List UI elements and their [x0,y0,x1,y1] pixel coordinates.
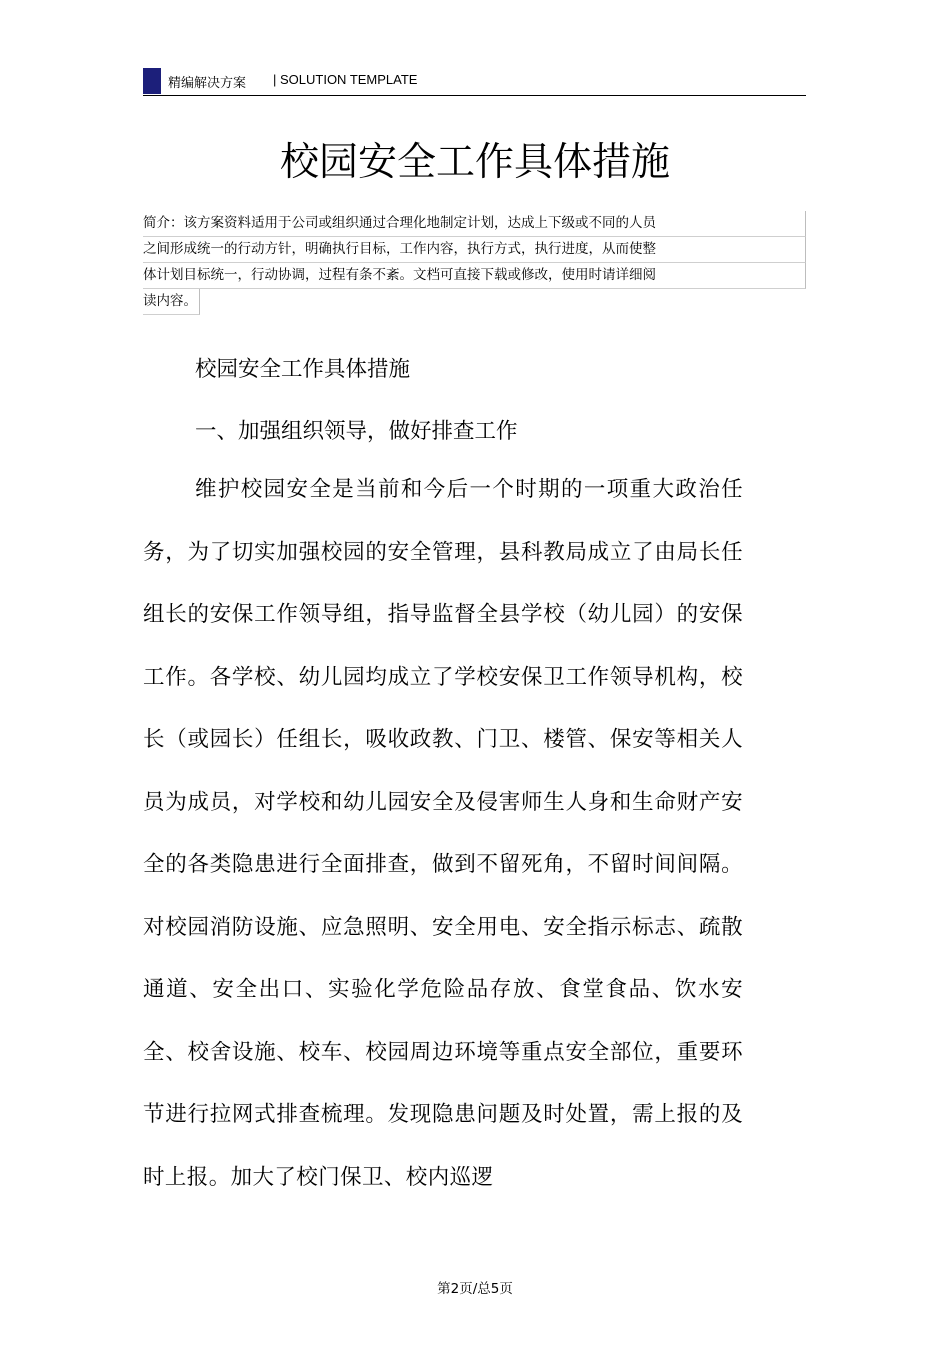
header-brand-cn: 精编解决方案 [168,76,247,91]
document-subtitle: 校园安全工作具体措施 [195,357,411,382]
page-number: 第2页/总5页 [437,1281,513,1297]
summary-line: 体计划目标统一，行动协调，过程有条不紊。文档可直接下载或修改，使用时请详细阅 [143,263,806,289]
summary-line: 之间形成统一的行动方针，明确执行目标，工作内容，执行方式，执行进度，从而使整 [143,237,806,263]
logo-icon [143,68,161,94]
document-title: 校园安全工作具体措施 [279,140,670,185]
body-paragraph: 维护校园安全是当前和今后一个时期的一项重大政治任务，为了切实加强校园的安全管理，县科教局成立了由局长任组长的安保工作领导组，指导监督全县学校（幼儿园）的安保工作。各学校、幼儿园均成立了学校安保卫工作领导机构，校长（或园长）任组长，吸收政教、门卫、楼管、保安等相关人员为成员，对学校和幼儿园安全及侵害师生人身和生命财产安全的各类隐患进行全面排查，做到不留死角，不留时间间隔。对校园消防设施、应急照明、安全用电、安全指示标志、疏散通道、安全出口、实验化学危险品存放、食堂食品、饮水安全、校舍设施、校车、校园周边环境等重点安全部位，重要环节进行拉网式排查梳理。发现隐患问题及时处置，需上报的及时上报。加大了校门保卫、校内巡逻 [143,477,743,1190]
page-header [143,66,806,96]
summary-line: 读内容。 [143,289,200,315]
section-heading: 一、加强组织领导，做好排查工作 [195,419,518,444]
header-brand-en: | SOLUTION TEMPLATE [273,72,418,87]
summary-box [143,211,806,315]
summary-line: 简介：该方案资料适用于公司或组织通过合理化地制定计划，达成上下级或不同的人员 [143,211,806,237]
